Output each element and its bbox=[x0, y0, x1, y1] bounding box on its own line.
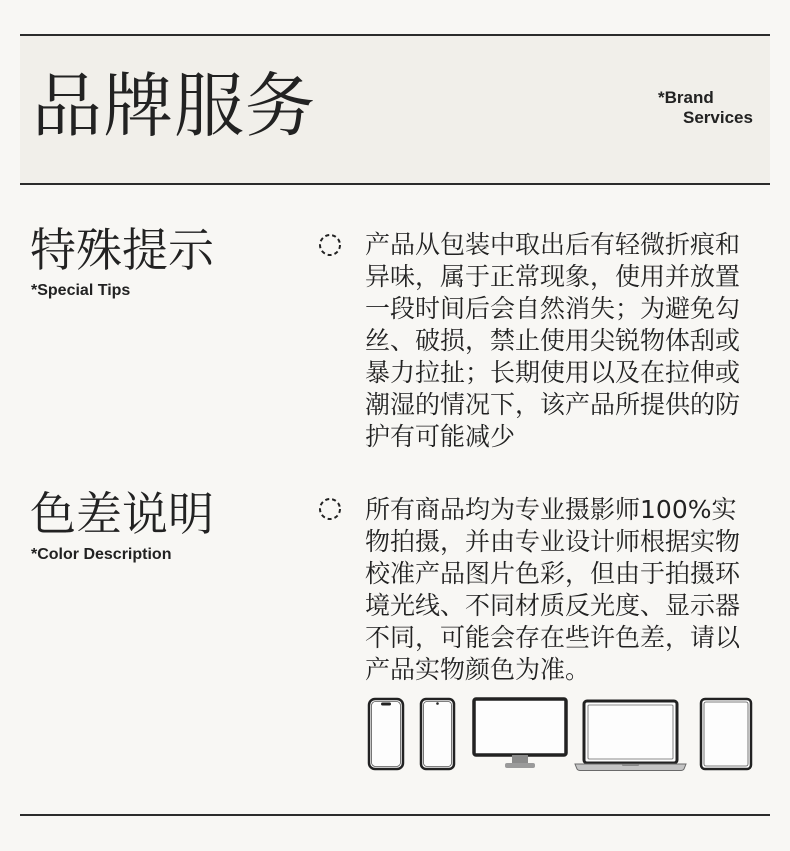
special-tips-title: 特殊提示 bbox=[30, 223, 214, 277]
laptop-icon bbox=[575, 701, 686, 771]
header-subtitle-line2: Services bbox=[683, 108, 753, 127]
color-description-text: 所有商品均为专业摄影师100%实物拍摄，并由专业设计师根据实物校准产品图片色彩，但由于拍摄环境光线、不同材质反光度、显示器不同，可能会存在些许色差，请以产品实物颜色为准。 bbox=[365, 495, 741, 684]
device-icons-row bbox=[360, 690, 760, 780]
bottom-rule bbox=[20, 814, 770, 816]
header-subtitle-line1: *Brand bbox=[658, 88, 714, 107]
page-title: 品牌服务 bbox=[32, 65, 316, 147]
special-tips-subtitle: *Special Tips bbox=[31, 282, 131, 299]
monitor-icon bbox=[474, 699, 566, 768]
dashed-circle-icon bbox=[317, 232, 343, 258]
color-description-title: 色差说明 bbox=[30, 487, 214, 541]
header-bottom-rule bbox=[20, 183, 770, 185]
color-description-subtitle: *Color Description bbox=[31, 546, 172, 563]
tablet-icon bbox=[701, 699, 751, 769]
special-tips-text: 产品从包装中取出后有轻微折痕和异味，属于正常现象，使用并放置一段时间后会自然消失；为避免勾丝、破损，禁止使用尖锐物体刮或暴力拉扯；长期使用以及在拉伸或潮湿的情况下，该产品所提供的防护有可能减少 bbox=[365, 230, 741, 451]
phone-icon bbox=[421, 699, 454, 769]
dashed-circle-icon bbox=[317, 496, 343, 522]
phone-icon bbox=[369, 699, 403, 769]
